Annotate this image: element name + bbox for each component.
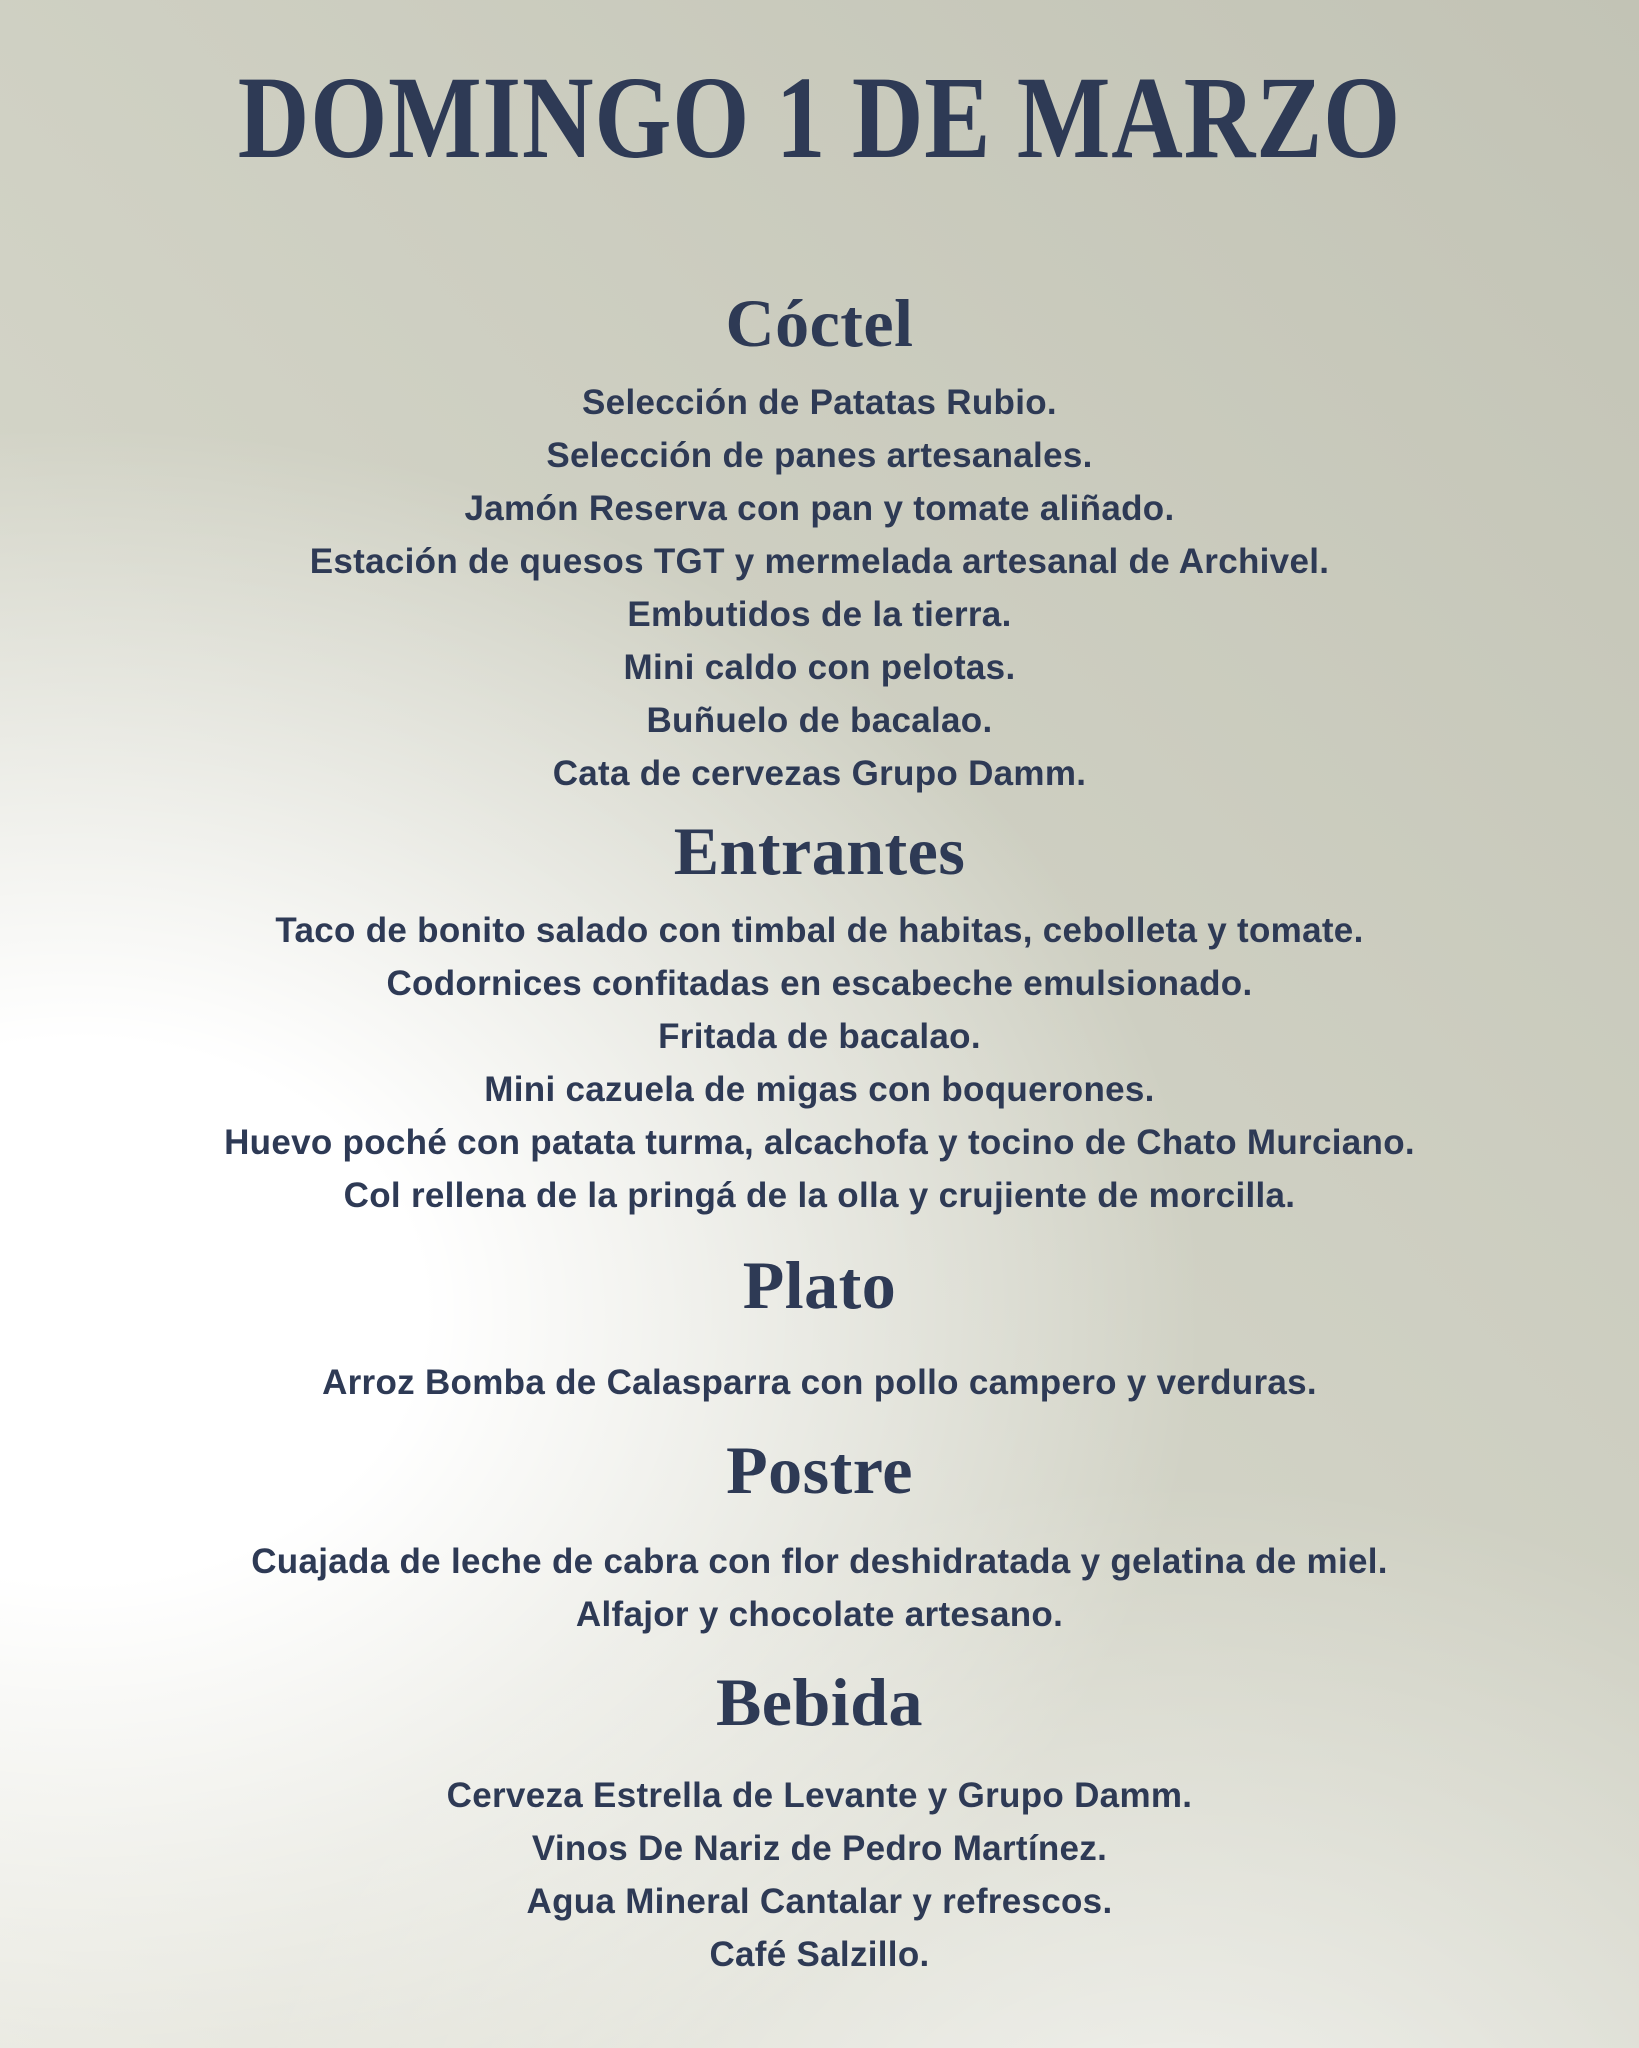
menu-item: Mini cazuela de migas con boquerones. (484, 1070, 1155, 1109)
menu-item: Codornices confitadas en escabeche emulsionado. (386, 964, 1253, 1003)
menu-item: Alfajor y chocolate artesano. (575, 1595, 1064, 1634)
menu-item: Cata de cervezas Grupo Damm. (552, 754, 1087, 793)
section-coctel (310, 186, 1330, 800)
section-heading-entrantes: Entrantes (673, 813, 966, 889)
menu-item: Selección de panes artesanales. (546, 436, 1093, 475)
section-plato (322, 1222, 1317, 1409)
section-heading-plato: Plato (742, 1247, 897, 1323)
menu-item: Jamón Reserva con pan y tomate aliñado. (464, 489, 1175, 528)
menu-item: Huevo poché con patata turma, alcachofa y tocino de Chato Murciano. (224, 1123, 1415, 1162)
menu-item: Fritada de bacalao. (658, 1017, 981, 1056)
menu-item: Cerveza Estrella de Levante y Grupo Damm. (446, 1776, 1193, 1815)
menu-item: Agua Mineral Cantalar y refrescos. (526, 1882, 1113, 1921)
menu-item: Taco de bonito salado con timbal de habitas, cebolleta y tomate. (275, 911, 1364, 950)
section-postre (251, 1409, 1388, 1641)
section-heading-coctel: Cóctel (725, 285, 914, 361)
menu-item: Selección de Patatas Rubio. (582, 383, 1057, 422)
menu-item: Arroz Bomba de Calasparra con pollo campero y verduras. (322, 1363, 1317, 1402)
section-entrantes (224, 800, 1415, 1222)
menu-item: Buñuelo de bacalao. (646, 701, 993, 740)
menu-item: Col rellena de la pringá de la olla y crujiente de morcilla. (343, 1176, 1296, 1215)
menu-item: Mini caldo con pelotas. (623, 648, 1016, 687)
menu-item: Estación de quesos TGT y mermelada artesanal de Archivel. (309, 542, 1330, 581)
menu-item: Vinos De Nariz de Pedro Martínez. (531, 1829, 1108, 1868)
section-heading-postre: Postre (726, 1432, 913, 1508)
menu-item: Cuajada de leche de cabra con flor deshidratada y gelatina de miel. (251, 1542, 1388, 1581)
menu-item: Embutidos de la tierra. (627, 595, 1012, 634)
section-bebida (447, 1641, 1193, 1981)
section-heading-bebida: Bebida (715, 1664, 924, 1740)
menu-item: Café Salzillo. (709, 1935, 930, 1974)
page-title: DOMINGO 1 DE MARZO (237, 52, 1402, 183)
